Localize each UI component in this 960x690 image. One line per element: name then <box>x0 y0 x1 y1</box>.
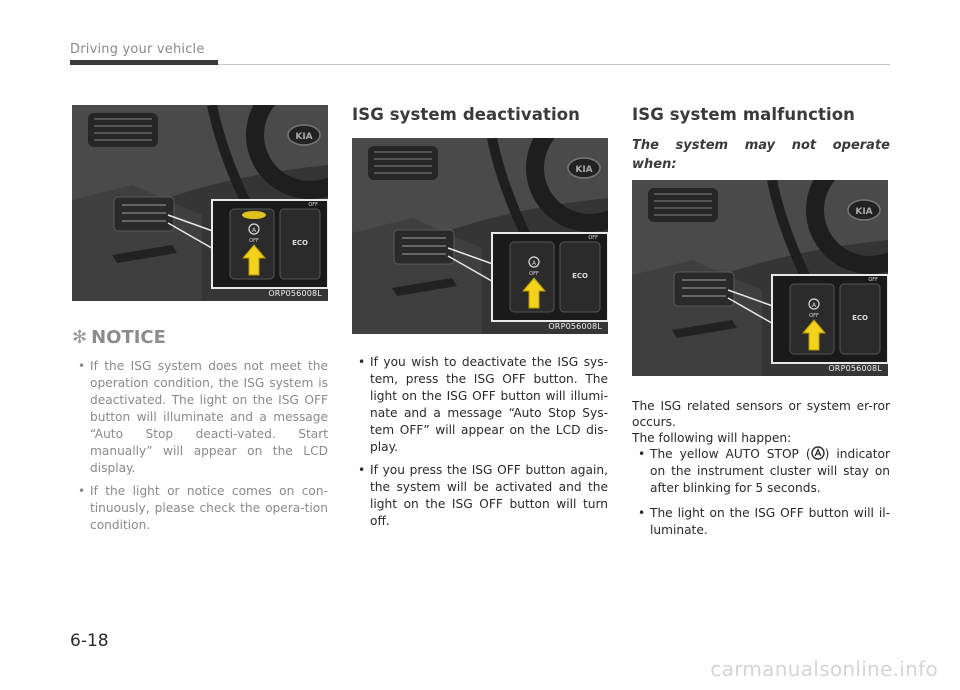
dashboard-photo-3 <box>632 180 888 376</box>
column-malfunction <box>632 105 890 547</box>
svg-text:OFF: OFF <box>588 235 598 241</box>
list-item: • The yellow AUTO STOP ( ) indicator on the instrument cluster will stay on after blinking for 5 seconds. <box>638 447 890 495</box>
svg-text:KIA: KIA <box>575 165 593 175</box>
section-title-deactivation: ISG system deactivation <box>352 105 580 124</box>
figure-code: ORP056008L <box>828 364 882 373</box>
svg-text:A: A <box>811 302 817 309</box>
svg-text:ECO: ECO <box>852 314 868 322</box>
dashboard-illustration <box>72 105 328 301</box>
watermark: carmanualsonline.info <box>710 657 938 681</box>
svg-text:OFF: OFF <box>809 313 819 319</box>
svg-text:OFF: OFF <box>308 202 318 208</box>
svg-text:OFF: OFF <box>868 277 878 283</box>
svg-text:ECO: ECO <box>572 272 588 280</box>
subheading-line2: when: <box>632 157 677 172</box>
list-item: • If you wish to deactivate the ISG sys-tem, press the ISG OFF button. The light on the ISG OFF button will illumi-nate and a message “Auto Stop Sys-tem OFF” will appear on the LCD dis-play. <box>358 355 608 454</box>
svg-text:KIA: KIA <box>295 132 313 142</box>
dashboard-illustration <box>352 138 608 334</box>
header-rule <box>218 64 890 65</box>
svg-text:A: A <box>251 227 257 234</box>
figure-code: ORP056008L <box>268 289 322 298</box>
list-item: • The light on the ISG OFF button will il-luminate. <box>638 506 890 537</box>
list-item: • If the ISG system does not meet the operation condition, the ISG system is deactivated. The light on the ISG OFF button will illuminate and a message “Auto Stop deacti-vated. Start manually” will appear on the LCD display. <box>78 359 328 475</box>
malfunction-following: The following will happen: <box>632 431 792 445</box>
notice-title-text: NOTICE <box>91 327 166 348</box>
header-bar <box>70 60 218 65</box>
column-deactivation <box>352 105 608 536</box>
svg-text:ECO: ECO <box>292 239 308 247</box>
notice-list <box>72 358 328 534</box>
running-header: Driving your vehicle <box>70 42 205 57</box>
svg-text:OFF: OFF <box>249 238 259 244</box>
dashboard-photo-1 <box>72 105 328 301</box>
svg-text:KIA: KIA <box>855 207 873 217</box>
list-item: • If you press the ISG OFF button again, the system will be activated and the light on the ISG OFF button will turn off. <box>358 463 608 528</box>
notice-star-icon: ✻ <box>72 327 88 348</box>
section-title-malfunction: ISG system malfunction <box>632 105 855 124</box>
list-item: • If the light or notice comes on con-tinuously, please check the opera-tion condition. <box>78 484 328 532</box>
auto-stop-icon <box>811 446 825 460</box>
malfunction-list <box>632 446 890 539</box>
svg-text:OFF: OFF <box>529 271 539 277</box>
column-notice <box>72 105 328 540</box>
notice-heading <box>72 327 328 348</box>
page-number: 6-18 <box>70 631 109 651</box>
deactivation-list <box>352 354 608 530</box>
dashboard-photo-2 <box>352 138 608 334</box>
svg-text:A: A <box>531 260 537 267</box>
figure-code: ORP056008L <box>548 322 602 331</box>
malfunction-intro: The ISG related sensors or system er-ror occurs. <box>632 399 890 429</box>
dashboard-illustration <box>632 180 888 376</box>
subheading-line1: The system may not operate <box>632 138 890 153</box>
